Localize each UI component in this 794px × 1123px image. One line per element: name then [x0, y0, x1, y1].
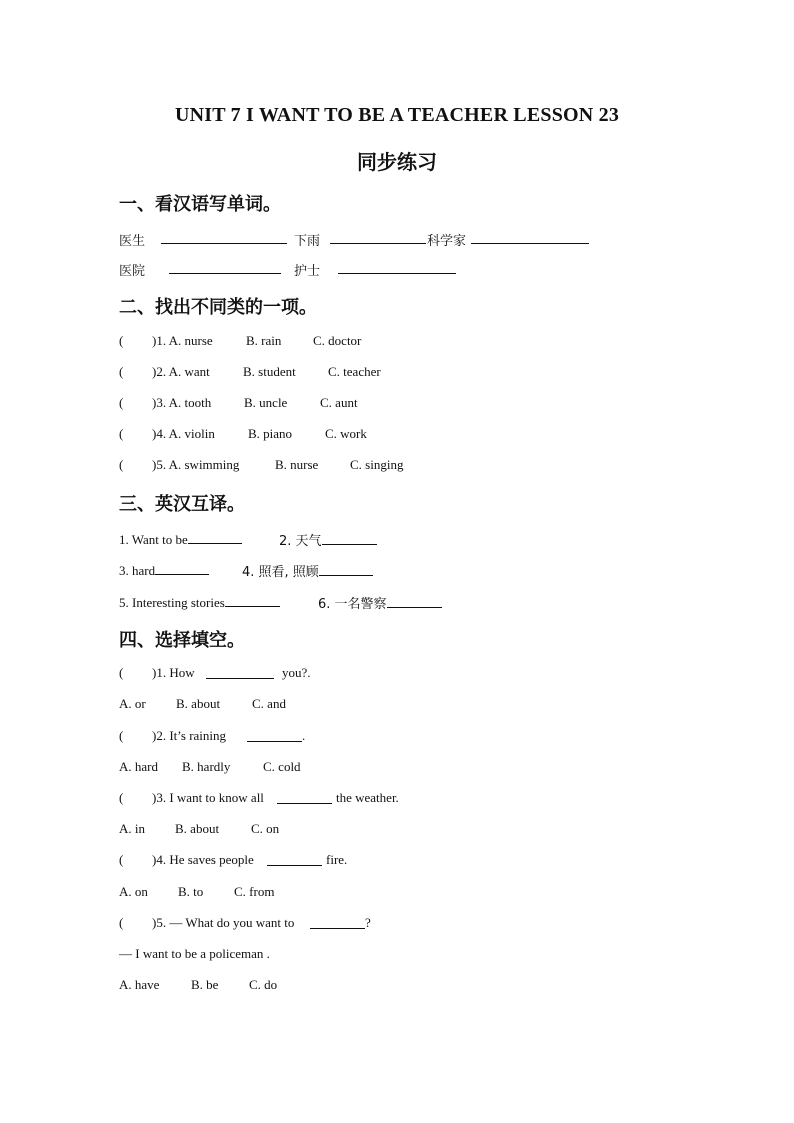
section1-row1: [119, 230, 679, 248]
section1-row2: [119, 260, 679, 278]
option-c: C. work: [325, 426, 367, 441]
question-text: )3. I want to know all: [152, 790, 264, 805]
option-b: B. about: [175, 821, 220, 836]
option-b: B. be: [191, 977, 219, 992]
answer-blank: [277, 790, 332, 808]
answer-paren: (: [119, 364, 124, 379]
answer-paren: (: [119, 665, 124, 680]
translation-item: 4. 照看, 照顾: [242, 561, 373, 580]
option-b: B. piano: [248, 426, 293, 441]
question-tail: you?.: [282, 665, 311, 680]
option-c: C. teacher: [328, 364, 381, 379]
option-c: C. on: [251, 821, 280, 836]
answer-blank: [206, 665, 274, 683]
word-prompt: 下雨: [294, 234, 321, 249]
option-c: C. cold: [263, 759, 301, 774]
word-prompt: 医院: [119, 264, 146, 279]
option-a: A. or: [119, 696, 146, 711]
answer-paren: (: [119, 395, 124, 410]
translation-row: [119, 593, 479, 611]
question-tail: .: [302, 728, 306, 743]
answer-blank: [169, 260, 281, 278]
question-text: )1. How: [152, 665, 195, 680]
translation-item: 2. 天气: [279, 530, 377, 549]
question-text: )5. — What do you want to: [152, 915, 295, 930]
option-c: C. singing: [350, 457, 404, 472]
answer-line: [119, 946, 419, 964]
choice-question: [119, 665, 419, 683]
option-c: C. doctor: [313, 333, 362, 348]
answer-blank: [471, 230, 589, 248]
question-text: )5. A. swimming: [152, 457, 240, 472]
worksheet-title: UNIT 7 I WANT TO BE A TEACHER LESSON 23: [174, 104, 620, 126]
answer-paren: (: [119, 426, 124, 441]
answer-paren: (: [119, 728, 124, 743]
option-c: C. and: [252, 696, 286, 711]
worksheet-subtitle: 同步练习: [357, 150, 437, 174]
choice-question: [119, 728, 419, 746]
answer-paren: (: [119, 790, 124, 805]
question-tail: ?: [365, 915, 371, 930]
answer-blank: [310, 915, 365, 933]
answer-blank: [338, 260, 456, 278]
translation-row: [119, 530, 459, 548]
question-row: [119, 426, 439, 444]
section-heading-1: 一、看汉语写单词。: [119, 194, 281, 215]
answer-paren: (: [119, 915, 124, 930]
choice-options: [119, 696, 419, 714]
answer-blank: [267, 852, 322, 870]
translation-item: 1. Want to be: [119, 530, 242, 548]
question-text: )2. It’s raining: [152, 728, 227, 743]
choice-question: [119, 915, 419, 933]
question-text: )4. He saves people: [152, 852, 254, 867]
answer-blank: [161, 230, 287, 248]
word-prompt: 科学家: [427, 234, 467, 249]
section-heading-4: 四、选择填空。: [119, 630, 245, 651]
choice-question: [119, 852, 419, 870]
choice-question: [119, 790, 439, 808]
choice-options: [119, 884, 419, 902]
section-heading-3: 三、英汉互译。: [119, 494, 245, 515]
option-c: C. from: [234, 884, 275, 899]
option-a: A. hard: [119, 759, 158, 774]
option-c: C. aunt: [320, 395, 358, 410]
answer-paren: (: [119, 457, 124, 472]
choice-options: [119, 977, 419, 995]
choice-options: [119, 759, 419, 777]
question-tail: fire.: [326, 852, 348, 867]
word-prompt: 护士: [294, 264, 321, 279]
answer-blank: [330, 230, 426, 248]
question-row: [119, 364, 439, 382]
dialogue-answer: — I want to be a policeman .: [119, 946, 270, 961]
question-text: )1. A. nurse: [152, 333, 213, 348]
option-b: B. rain: [246, 333, 282, 348]
answer-paren: (: [119, 333, 124, 348]
question-text: )2. A. want: [152, 364, 210, 379]
section-heading-2: 二、找出不同类的一项。: [119, 297, 317, 318]
word-prompt: 医生: [119, 234, 146, 249]
translation-row: [119, 561, 459, 579]
translation-item: 5. Interesting stories: [119, 593, 280, 611]
answer-paren: (: [119, 852, 124, 867]
option-b: B. student: [243, 364, 296, 379]
option-b: B. nurse: [275, 457, 319, 472]
question-row: [119, 457, 439, 475]
question-text: )4. A. violin: [152, 426, 215, 441]
question-tail: the weather.: [336, 790, 399, 805]
option-b: B. to: [178, 884, 204, 899]
translation-item: 6. 一名警察: [318, 593, 442, 612]
option-b: B. about: [176, 696, 221, 711]
option-a: A. in: [119, 821, 145, 836]
question-row: [119, 333, 439, 351]
translation-item: 3. hard: [119, 561, 209, 579]
option-b: B. uncle: [244, 395, 288, 410]
option-c: C. do: [249, 977, 278, 992]
option-a: A. on: [119, 884, 148, 899]
option-b: B. hardly: [182, 759, 231, 774]
answer-blank: [247, 728, 302, 746]
question-row: [119, 395, 439, 413]
option-a: A. have: [119, 977, 160, 992]
question-text: )3. A. tooth: [152, 395, 212, 410]
choice-options: [119, 821, 419, 839]
